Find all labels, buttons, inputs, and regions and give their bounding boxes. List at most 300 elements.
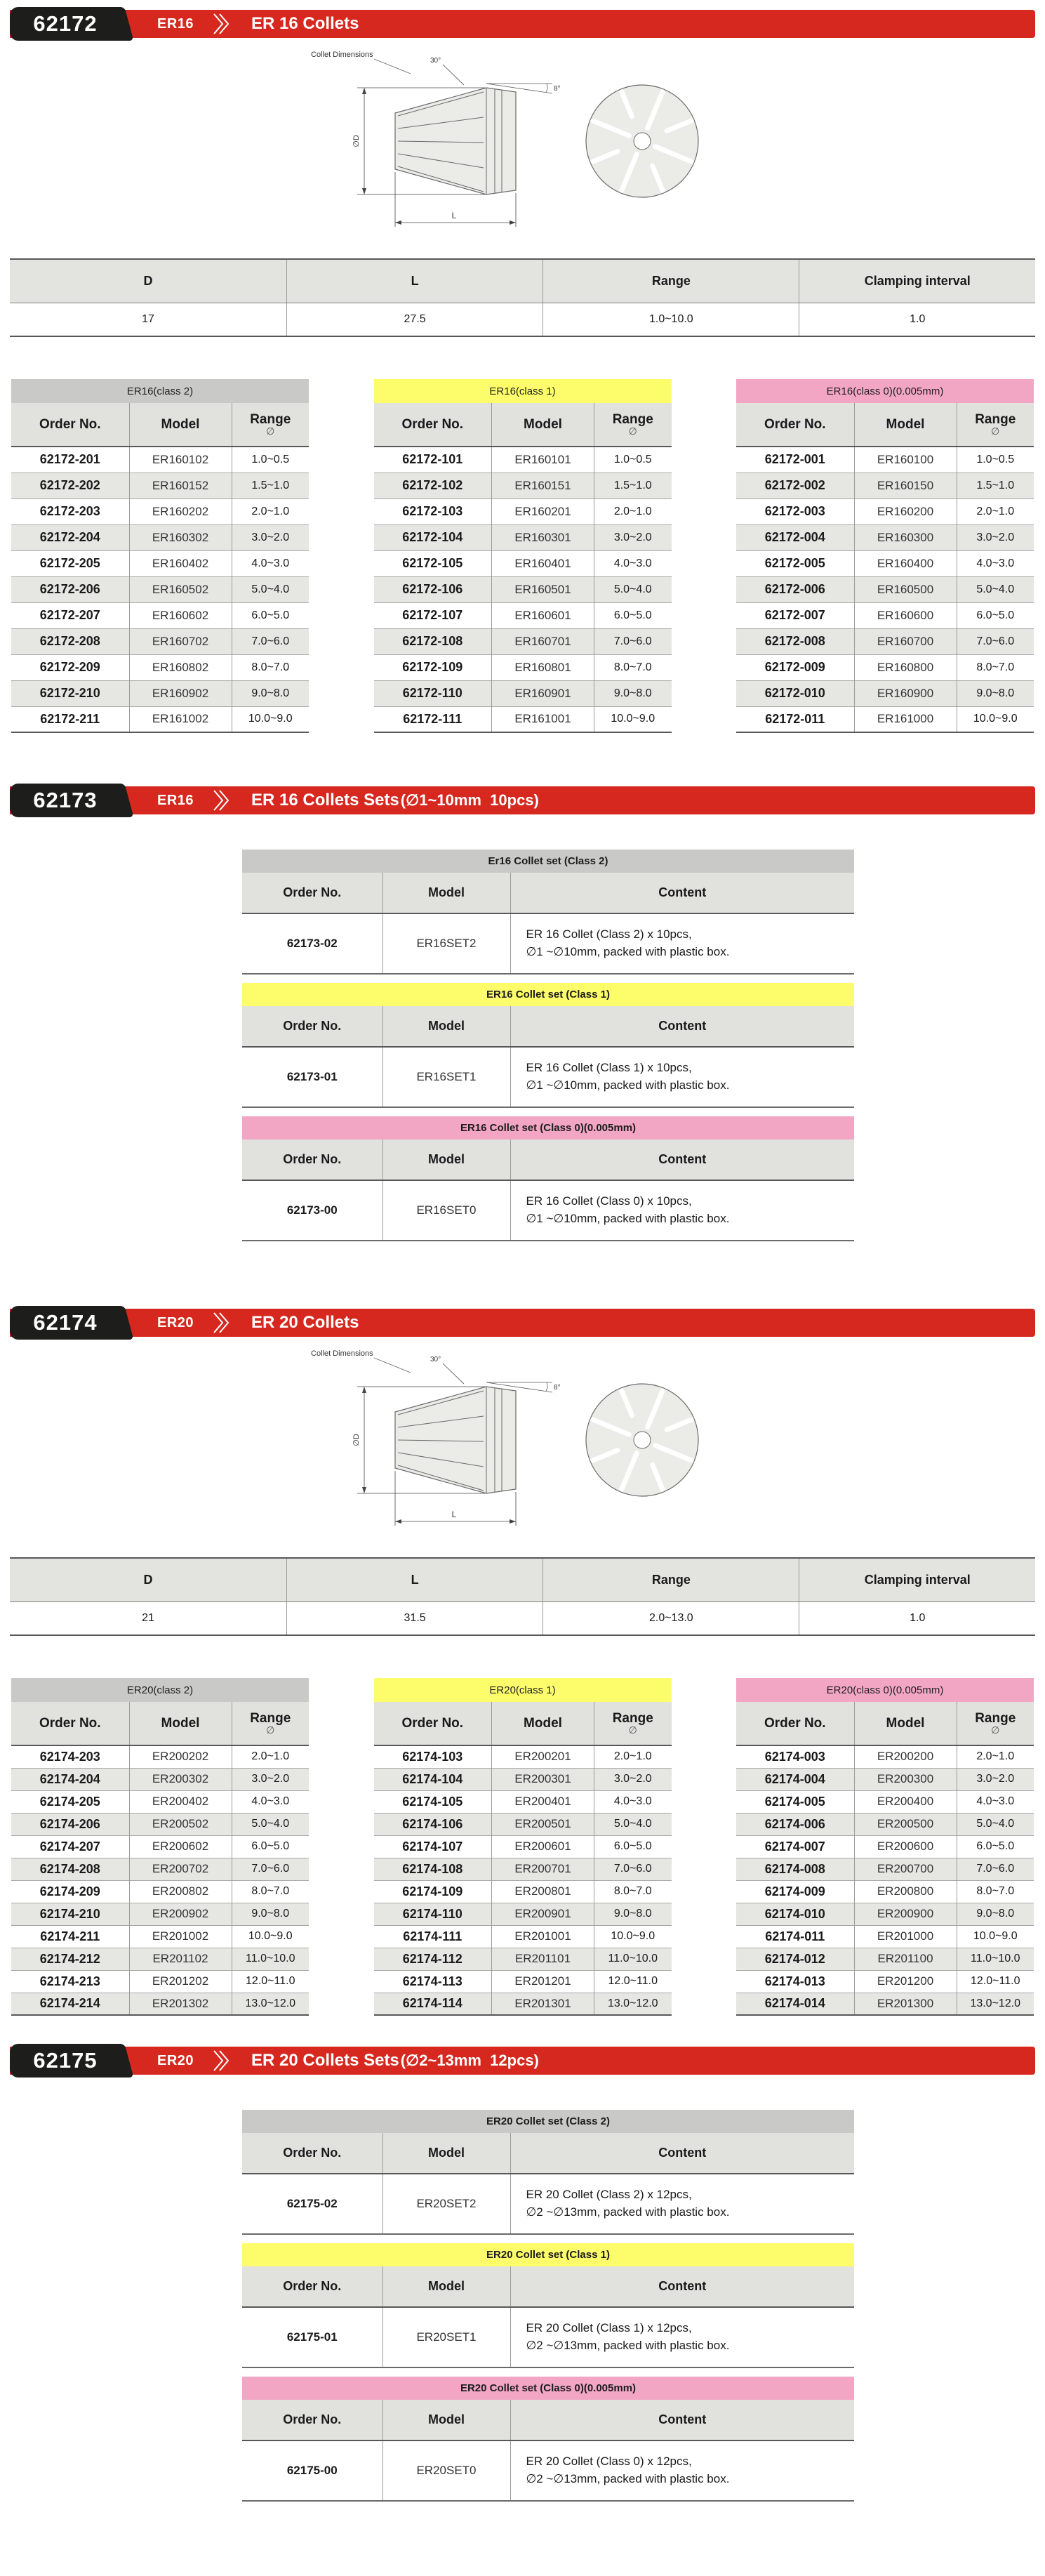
table-cell: 4.0~3.0 (232, 550, 309, 576)
dim-l-label: L (451, 211, 456, 220)
table-row (11, 1813, 309, 1835)
table-cell: 2.0~1.0 (957, 498, 1034, 524)
content-line: ∅2 ~∅13mm, packed with plastic box. (526, 2205, 730, 2219)
col-clamping-interval: Clamping interval (799, 1558, 1035, 1601)
table-row (11, 680, 309, 706)
table-row (374, 447, 672, 473)
range-label: Range (975, 1711, 1016, 1726)
table-cell: 62172-103 (374, 498, 492, 524)
col-content: Content (510, 1006, 854, 1047)
table-cell: 4.0~3.0 (957, 550, 1034, 576)
table-row (11, 473, 309, 498)
angle-8-label: 8° (553, 1384, 561, 1392)
table-cell: 62172-204 (11, 524, 129, 550)
col-model: Model (382, 2266, 510, 2307)
table-cell: 62172-205 (11, 550, 129, 576)
range-label: Range (250, 412, 291, 427)
table-row (11, 498, 309, 524)
table-cell: ER200401 (492, 1790, 594, 1813)
table-cell: 10.0~9.0 (957, 1925, 1034, 1948)
table-cell: ER200601 (492, 1835, 594, 1858)
table-cell: ER200400 (854, 1790, 957, 1813)
table-cell: ER200602 (129, 1835, 232, 1858)
table-row (374, 1858, 672, 1880)
table-header-row (242, 2133, 854, 2174)
range-label: Range (612, 1711, 653, 1726)
table-row (11, 628, 309, 654)
col-content: Content (510, 2266, 854, 2307)
table-row (736, 473, 1034, 498)
table-row (11, 1993, 309, 2015)
table-row (374, 1903, 672, 1925)
table-header-row (736, 1702, 1034, 1745)
table-cell: 1.0~10.0 (543, 303, 799, 336)
col-order-no: Order No. (736, 1702, 854, 1745)
table-row (374, 706, 672, 732)
col-model: Model (854, 1702, 957, 1745)
table-cell: ER200801 (492, 1880, 594, 1903)
order-code: 62175 (33, 2048, 98, 2073)
table-cell: 3.0~2.0 (957, 524, 1034, 550)
table-row (11, 1835, 309, 1858)
table-cell: 17 (142, 312, 154, 325)
table-cell: 7.0~6.0 (957, 628, 1034, 654)
section-title: ER 20 Collets Sets (251, 2051, 399, 2070)
col-l: L (286, 259, 543, 303)
table-cell: ER160151 (492, 473, 594, 498)
table-row (374, 628, 672, 654)
table-cell: 62174-211 (11, 1925, 129, 1948)
table-title: ER16(class 2) (11, 379, 309, 403)
table-cell: ER160900 (854, 680, 957, 706)
table-row (374, 1993, 672, 2015)
table-title: ER20 Collet set (Class 0)(0.005mm) (242, 2377, 854, 2400)
table-row (736, 1970, 1034, 1993)
table-cell: 62174-207 (11, 1835, 129, 1858)
table-row (11, 1925, 309, 1948)
table-row (11, 1970, 309, 1993)
table-cell: 62172-109 (374, 654, 492, 680)
table-cell: 1.5~1.0 (232, 473, 309, 498)
table-title: ER20(class 2) (11, 1678, 309, 1702)
table-cell: 12.0~11.0 (232, 1970, 309, 1993)
col-model: Model (854, 403, 957, 447)
table-cell: 11.0~10.0 (957, 1948, 1034, 1970)
table-cell: 31.5 (286, 1601, 543, 1635)
table-cell: ER160152 (129, 473, 232, 498)
table-row (11, 1880, 309, 1903)
table-row (11, 706, 309, 732)
order-no-cell: 62175-02 (286, 2197, 338, 2210)
table-cell: 1.0 (799, 1601, 1035, 1635)
table-cell: 1.0~0.5 (957, 447, 1034, 473)
dimension-table-er16 (10, 258, 1035, 337)
table-cell: ER201102 (129, 1948, 232, 1970)
table-cell: 9.0~8.0 (957, 680, 1034, 706)
col-content: Content (510, 2133, 854, 2174)
table-cell: ER200600 (854, 1835, 957, 1858)
table-cell: ER200301 (492, 1768, 594, 1790)
table-row (736, 1745, 1034, 1768)
table-cell: ER160700 (854, 628, 957, 654)
table-row (242, 1180, 854, 1241)
table-cell: 6.0~5.0 (594, 602, 672, 628)
series-badge: ER20 (157, 1314, 194, 1330)
col-content: Content (510, 873, 854, 913)
table-row (736, 1948, 1034, 1970)
table-cell: 62172-008 (736, 628, 854, 654)
table-cell: 62172-001 (736, 447, 854, 473)
table-title: ER20 Collet set (Class 2) (242, 2110, 854, 2133)
series-badge: ER16 (157, 792, 194, 808)
collet-table-er16-class2 (11, 379, 309, 733)
table-row (736, 1790, 1034, 1813)
col-range (957, 403, 1034, 447)
content-line: ER 16 Collet (Class 2) x 10pcs, (526, 927, 692, 942)
col-range: Range (543, 1558, 799, 1601)
table-title: ER16(class 0)(0.005mm) (736, 379, 1034, 403)
angle-8-label: 8° (553, 85, 561, 93)
table-cell: 5.0~4.0 (232, 1813, 309, 1835)
model-cell: ER16SET1 (382, 1047, 510, 1107)
set-table-er16-class1 (242, 983, 854, 1108)
table-row (736, 1768, 1034, 1790)
col-model: Model (382, 2133, 510, 2174)
col-order-no: Order No. (242, 873, 382, 913)
table-cell: ER200402 (129, 1790, 232, 1813)
col-d: D (10, 1558, 286, 1601)
table-header-row (11, 403, 309, 447)
table-cell: 62172-203 (11, 498, 129, 524)
col-order-no: Order No. (242, 1140, 382, 1180)
table-title: ER20(class 1) (374, 1678, 672, 1702)
range-label: Range (975, 412, 1016, 427)
table-cell: ER201101 (492, 1948, 594, 1970)
table-cell: 62172-207 (11, 602, 129, 628)
table-cell: 6.0~5.0 (957, 1835, 1034, 1858)
content-cell (510, 2174, 854, 2234)
col-model: Model (129, 1702, 232, 1745)
table-cell: 4.0~3.0 (594, 550, 672, 576)
set-table-er20-class1 (242, 2243, 854, 2368)
col-range (232, 403, 309, 447)
table-cell: ER160400 (854, 550, 957, 576)
table-cell: 62172-011 (736, 706, 854, 732)
collet-table-er20-class2 (11, 1678, 309, 2016)
col-order-no: Order No. (242, 1006, 382, 1047)
table-cell: 10.0~9.0 (594, 706, 672, 732)
table-cell: ER201002 (129, 1925, 232, 1948)
table-header-row (242, 1006, 854, 1047)
table-row (242, 2174, 854, 2234)
diameter-symbol: ∅ (991, 425, 1000, 437)
col-order-no: Order No. (242, 2266, 382, 2307)
dim-d-label: ∅D (352, 1434, 361, 1446)
table-cell: 7.0~6.0 (232, 1858, 309, 1880)
table-cell: 62174-106 (374, 1813, 492, 1835)
table-cell: 9.0~8.0 (232, 680, 309, 706)
table-header-row (736, 403, 1034, 447)
col-model: Model (382, 2400, 510, 2440)
chevron-icon (212, 2049, 230, 2073)
col-model: Model (382, 873, 510, 913)
table-cell: 2.0~1.0 (594, 1745, 672, 1768)
series-badge: ER16 (157, 15, 194, 32)
set-table-er16-class0 (242, 1116, 854, 1241)
col-order-no: Order No. (374, 403, 492, 447)
model-cell: ER20SET0 (382, 2440, 510, 2501)
table-row (374, 1948, 672, 1970)
table-row (736, 680, 1034, 706)
content-line: ∅2 ~∅13mm, packed with plastic box. (526, 2472, 730, 2485)
table-cell: 2.0~1.0 (957, 1745, 1034, 1768)
col-content: Content (510, 1140, 854, 1180)
table-cell: 4.0~3.0 (594, 1790, 672, 1813)
table-cell: ER160101 (492, 447, 594, 473)
dim-d-label: ∅D (352, 135, 361, 147)
table-cell: 62174-007 (736, 1835, 854, 1858)
table-cell: 11.0~10.0 (594, 1948, 672, 1970)
table-cell: ER200802 (129, 1880, 232, 1903)
table-header-row (374, 1702, 672, 1745)
section-banner-62172 (10, 10, 1035, 38)
table-row (736, 1835, 1034, 1858)
table-cell: 62172-007 (736, 602, 854, 628)
order-code-tab (10, 2044, 121, 2078)
table-cell: 62174-114 (374, 1993, 492, 2015)
table-cell: 62174-012 (736, 1948, 854, 1970)
table-cell: 10.0~9.0 (957, 706, 1034, 732)
order-code-tab (10, 7, 121, 41)
table-cell: 62174-005 (736, 1790, 854, 1813)
order-no-cell: 62175-01 (286, 2330, 338, 2344)
table-cell: 62172-111 (374, 706, 492, 732)
collet-technical-drawing-svg (305, 43, 740, 253)
table-cell: 27.5 (286, 303, 543, 336)
table-row (374, 1925, 672, 1948)
series-badge: ER20 (157, 2052, 194, 2068)
table-cell: ER160801 (492, 654, 594, 680)
collet-dimension-drawing (0, 42, 1045, 254)
table-cell: 2.0~1.0 (594, 498, 672, 524)
table-cell: 62172-107 (374, 602, 492, 628)
section-title-suffix: (∅2~13mm 12pcs) (400, 2052, 539, 2069)
table-header-row (242, 2400, 854, 2440)
dim-l-label: L (451, 1510, 456, 1519)
section-title: ER 16 Collets Sets (251, 791, 399, 810)
table-cell: ER160902 (129, 680, 232, 706)
model-cell: ER16SET0 (382, 1180, 510, 1241)
table-cell: ER200302 (129, 1768, 232, 1790)
table-cell: 62172-106 (374, 576, 492, 602)
order-code: 62172 (33, 11, 98, 36)
table-cell: 62172-102 (374, 473, 492, 498)
table-row (736, 1993, 1034, 2015)
table-row (11, 1745, 309, 1768)
table-row (736, 706, 1034, 732)
col-content: Content (510, 2400, 854, 2440)
table-header-row (11, 1702, 309, 1745)
table-cell: ER160602 (129, 602, 232, 628)
table-cell: 62174-113 (374, 1970, 492, 1993)
table-cell: 12.0~11.0 (957, 1970, 1034, 1993)
table-cell: 62174-209 (11, 1880, 129, 1903)
table-row (374, 524, 672, 550)
section-title-suffix: (∅1~10mm 10pcs) (400, 791, 539, 809)
table-cell: ER160701 (492, 628, 594, 654)
table-row (736, 1925, 1034, 1948)
table-cell: 3.0~2.0 (957, 1768, 1034, 1790)
table-cell: 62174-105 (374, 1790, 492, 1813)
table-cell: 62174-210 (11, 1903, 129, 1925)
table-cell: 5.0~4.0 (957, 576, 1034, 602)
table-title: ER16 Collet set (Class 1) (242, 983, 854, 1006)
table-cell: ER200901 (492, 1903, 594, 1925)
table-cell: 6.0~5.0 (232, 602, 309, 628)
er16-set-tables (242, 850, 854, 1241)
table-cell: 62174-013 (736, 1970, 854, 1993)
table-cell: ER160800 (854, 654, 957, 680)
table-cell: 62174-009 (736, 1880, 854, 1903)
table-cell: ER161002 (129, 706, 232, 732)
table-header-row (242, 2266, 854, 2307)
table-cell: 62172-206 (11, 576, 129, 602)
content-cell (510, 1047, 854, 1107)
table-cell: ER201200 (854, 1970, 957, 1993)
table-row (374, 1813, 672, 1835)
collet-table-er20-class1 (374, 1678, 672, 2016)
table-cell: 1.0~0.5 (594, 447, 672, 473)
table-cell: ER160601 (492, 602, 594, 628)
col-order-no: Order No. (11, 1702, 129, 1745)
table-cell: 62174-107 (374, 1835, 492, 1858)
col-range (957, 1702, 1034, 1745)
table-cell: 62174-103 (374, 1745, 492, 1768)
collet-table-er16-class1 (374, 379, 672, 733)
table-cell: 62174-205 (11, 1790, 129, 1813)
table-cell: 62172-101 (374, 447, 492, 473)
order-no-cell: 62173-00 (286, 1203, 338, 1217)
table-row (736, 576, 1034, 602)
table-cell: 62174-213 (11, 1970, 129, 1993)
table-cell: 62172-110 (374, 680, 492, 706)
col-model: Model (492, 403, 594, 447)
col-model: Model (382, 1140, 510, 1180)
table-cell: 62172-006 (736, 576, 854, 602)
diameter-symbol: ∅ (266, 425, 275, 437)
table-row (736, 602, 1034, 628)
table-cell: 4.0~3.0 (232, 1790, 309, 1813)
table-cell: ER161000 (854, 706, 957, 732)
col-l: L (286, 1558, 543, 1601)
col-d: D (10, 259, 286, 303)
table-cell: 62172-005 (736, 550, 854, 576)
table-cell: 10.0~9.0 (232, 706, 309, 732)
model-cell: ER20SET2 (382, 2174, 510, 2234)
table-row (11, 447, 309, 473)
content-line: ER 16 Collet (Class 0) x 10pcs, (526, 1194, 692, 1208)
table-header-row (10, 259, 1035, 303)
table-cell: ER200902 (129, 1903, 232, 1925)
range-label: Range (612, 412, 653, 427)
table-row (374, 1745, 672, 1768)
table-cell: 9.0~8.0 (594, 680, 672, 706)
table-cell: ER160302 (129, 524, 232, 550)
table-row (736, 1813, 1034, 1835)
table-row (11, 576, 309, 602)
col-order-no: Order No. (374, 1702, 492, 1745)
table-cell: ER160600 (854, 602, 957, 628)
table-cell: ER200701 (492, 1858, 594, 1880)
table-cell: 21 (142, 1611, 154, 1624)
table-cell: 62174-110 (374, 1903, 492, 1925)
table-cell: 8.0~7.0 (232, 654, 309, 680)
col-range (594, 403, 672, 447)
table-cell: 10.0~9.0 (232, 1925, 309, 1948)
order-no-cell: 62173-01 (286, 1070, 338, 1083)
table-row (736, 1880, 1034, 1903)
table-cell: ER200900 (854, 1903, 957, 1925)
col-order-no: Order No. (242, 2133, 382, 2174)
col-order-no: Order No. (11, 403, 129, 447)
section-title: ER 16 Collets (251, 14, 359, 33)
table-row (11, 1948, 309, 1970)
table-cell: ER161001 (492, 706, 594, 732)
table-header-row (242, 873, 854, 913)
content-line: ER 20 Collet (Class 2) x 12pcs, (526, 2188, 692, 2202)
table-cell: ER201301 (492, 1993, 594, 2015)
er20-collet-tables (11, 1678, 1034, 2016)
table-cell: ER201202 (129, 1970, 232, 1993)
table-cell: 3.0~2.0 (594, 524, 672, 550)
table-cell: 4.0~3.0 (957, 1790, 1034, 1813)
table-cell: 2.0~1.0 (232, 1745, 309, 1768)
table-cell: 12.0~11.0 (594, 1970, 672, 1993)
table-cell: 2.0~1.0 (232, 498, 309, 524)
table-cell: 62174-004 (736, 1768, 854, 1790)
table-cell: 13.0~12.0 (594, 1993, 672, 2015)
table-row (374, 1768, 672, 1790)
table-row (11, 1790, 309, 1813)
diameter-symbol: ∅ (628, 425, 637, 437)
table-row (10, 303, 1035, 336)
table-cell: ER160300 (854, 524, 957, 550)
table-cell: ER160501 (492, 576, 594, 602)
table-title: ER20(class 0)(0.005mm) (736, 1678, 1034, 1702)
content-line: ER 16 Collet (Class 1) x 10pcs, (526, 1061, 692, 1075)
content-cell (510, 2440, 854, 2501)
content-line: ER 20 Collet (Class 1) x 12pcs, (526, 2321, 692, 2335)
drawing-caption: Collet Dimensions (310, 51, 373, 59)
table-cell: ER160301 (492, 524, 594, 550)
table-cell: 62174-112 (374, 1948, 492, 1970)
table-cell: 62172-211 (11, 706, 129, 732)
table-cell: 9.0~8.0 (594, 1903, 672, 1925)
table-row (11, 550, 309, 576)
table-cell: 1.5~1.0 (594, 473, 672, 498)
table-cell: 5.0~4.0 (232, 576, 309, 602)
table-cell: 62174-111 (374, 1925, 492, 1948)
table-cell: 8.0~7.0 (957, 1880, 1034, 1903)
diameter-symbol: ∅ (991, 1724, 1000, 1736)
order-code: 62174 (33, 1310, 98, 1335)
table-cell: ER200300 (854, 1768, 957, 1790)
order-code-tab (10, 1306, 121, 1340)
table-cell: ER160202 (129, 498, 232, 524)
er16-collet-tables (11, 379, 1034, 733)
table-cell: 13.0~12.0 (957, 1993, 1034, 2015)
table-cell: 9.0~8.0 (232, 1903, 309, 1925)
